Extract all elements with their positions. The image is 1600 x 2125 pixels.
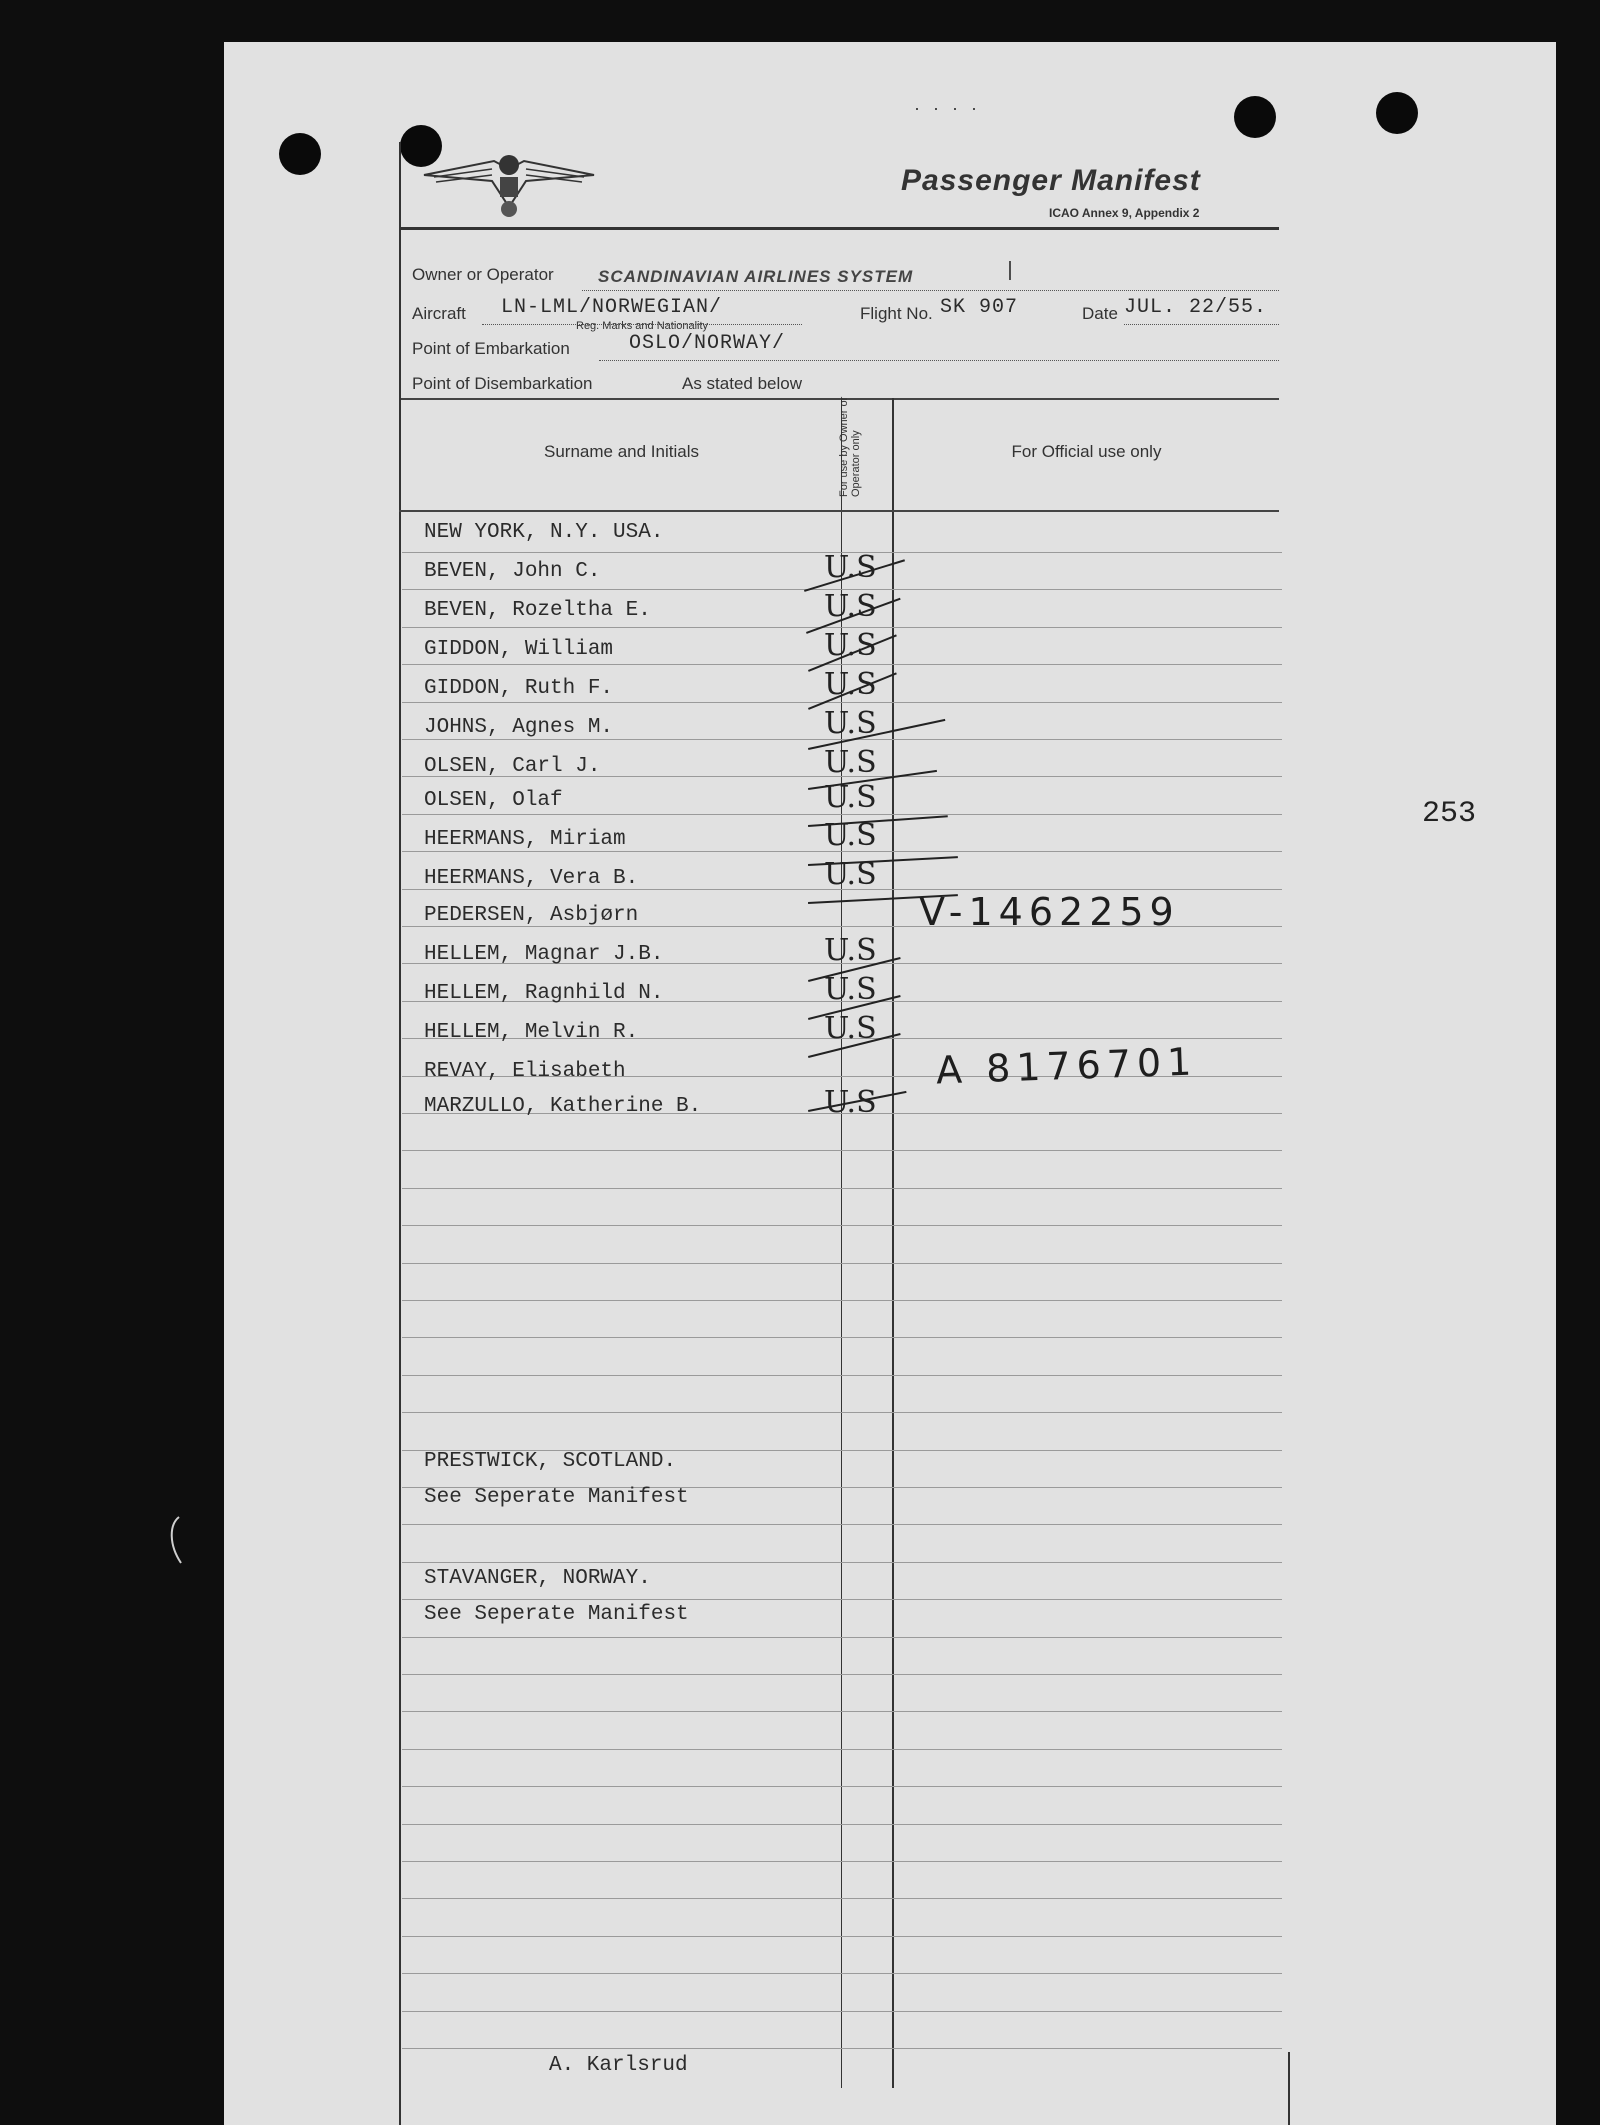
aircraft-value: LN-LML/NORWEGIAN/ — [501, 296, 723, 319]
airline-logo — [414, 147, 604, 227]
row-rule — [402, 1375, 1282, 1376]
row-rule — [402, 1749, 1282, 1750]
us-mark: U.S — [824, 745, 877, 780]
row-rule — [402, 1599, 1282, 1600]
row-rule — [402, 1637, 1282, 1638]
owner-label: Owner or Operator — [412, 265, 554, 284]
header-rule — [399, 227, 1279, 230]
row-rule — [402, 1263, 1282, 1264]
list-item: MARZULLO, Katherine B. — [424, 1095, 702, 1118]
date-label: Date — [1082, 304, 1118, 323]
list-item: BEVEN, John C. — [424, 560, 601, 583]
list-item: HELLEM, Ragnhild N. — [424, 982, 664, 1005]
column-header-name: Surname and Initials — [544, 442, 699, 461]
aircraft-label: Aircraft — [412, 304, 466, 323]
punch-hole — [279, 133, 321, 175]
row-rule — [402, 1225, 1282, 1226]
us-mark: U.S — [824, 628, 877, 663]
row-rule — [402, 1936, 1282, 1937]
scan-specks: · · · · — [914, 98, 981, 118]
column-header-operator: For use by Owner or Operator only — [838, 396, 862, 497]
row-rule — [402, 2048, 1282, 2049]
signature: A. Karlsrud — [549, 2054, 688, 2077]
owner-line — [582, 290, 1279, 291]
section-heading: PRESTWICK, SCOTLAND. — [424, 1450, 677, 1473]
handwritten-visa-number: A 8176701 — [935, 1039, 1199, 1093]
owner-tick: | — [1004, 260, 1018, 283]
us-mark: U.S — [824, 706, 877, 741]
row-rule — [402, 1524, 1282, 1525]
disembarkation-value: As stated below — [682, 374, 803, 393]
list-item: GIDDON, Ruth F. — [424, 677, 614, 700]
handwritten-visa-number: V-1462259 — [919, 890, 1180, 934]
us-mark: U.S — [824, 1085, 877, 1120]
row-rule — [402, 1337, 1282, 1338]
disembarkation-label: Point of Disembarkation — [412, 374, 593, 393]
us-mark: U.S — [824, 818, 877, 853]
row-rule — [402, 1562, 1282, 1563]
section-heading: STAVANGER, NORWAY. — [424, 1567, 651, 1590]
list-item: REVAY, Elisabeth — [424, 1060, 626, 1083]
us-mark: U.S — [824, 667, 877, 702]
us-mark: U.S — [824, 1011, 877, 1046]
row-rule — [402, 1412, 1282, 1413]
us-mark: U.S — [824, 933, 877, 968]
flight-value: SK 907 — [940, 296, 1019, 319]
list-item: HEERMANS, Vera B. — [424, 867, 639, 890]
date-value: JUL. 22/55. — [1124, 296, 1268, 319]
list-item: HELLEM, Magnar J.B. — [424, 943, 664, 966]
row-rule — [402, 2011, 1282, 2012]
row-rule — [402, 1188, 1282, 1189]
row-rule — [402, 1898, 1282, 1899]
section-note: See Seperate Manifest — [424, 1603, 689, 1626]
row-rule — [402, 1824, 1282, 1825]
bottom-right-border — [1288, 2052, 1290, 2125]
section-note: See Seperate Manifest — [424, 1486, 689, 1509]
table-left-border — [399, 142, 401, 2125]
row-rule — [402, 1711, 1282, 1712]
row-rule — [402, 1973, 1282, 1974]
reg-marks-label: Reg. Marks and Nationality — [576, 320, 709, 332]
row-rule — [402, 664, 1282, 665]
us-mark: U.S — [824, 589, 877, 624]
us-mark: U.S — [824, 780, 877, 815]
us-mark: U.S — [824, 550, 877, 585]
list-item: GIDDON, William — [424, 638, 614, 661]
row-rule — [402, 1861, 1282, 1862]
scan-mark — [163, 1515, 185, 1567]
form-subtitle: ICAO Annex 9, Appendix 2 — [1049, 206, 1200, 220]
list-item: OLSEN, Carl J. — [424, 755, 601, 778]
embarkation-label: Point of Embarkation — [412, 339, 570, 358]
punch-hole — [1376, 92, 1418, 134]
column-header-official: For Official use only — [1011, 442, 1162, 461]
flight-label: Flight No. — [860, 304, 933, 323]
row-rule — [402, 1300, 1282, 1301]
manifest-page — [224, 42, 1556, 2125]
list-item: OLSEN, Olaf — [424, 789, 563, 812]
owner-value: SCANDINAVIAN AIRLINES SYSTEM — [598, 267, 914, 286]
list-item: HEERMANS, Miriam — [424, 828, 626, 851]
punch-hole — [1234, 96, 1276, 138]
table-header-rule — [399, 510, 1279, 512]
list-item: PEDERSEN, Asbjørn — [424, 904, 639, 927]
embarkation-line — [599, 360, 1279, 361]
list-item: JOHNS, Agnes M. — [424, 716, 614, 739]
row-rule — [402, 1150, 1282, 1151]
form-title: Passenger Manifest — [901, 164, 1201, 197]
us-mark: U.S — [824, 857, 877, 892]
list-item: BEVEN, Rozeltha E. — [424, 599, 651, 622]
embarkation-value: OSLO/NORWAY/ — [629, 332, 786, 355]
list-item: HELLEM, Melvin R. — [424, 1021, 639, 1044]
us-mark: U.S — [824, 972, 877, 1007]
row-rule — [402, 1786, 1282, 1787]
row-rule — [402, 1674, 1282, 1675]
operator-col-right — [892, 398, 894, 2088]
row-rule — [402, 702, 1282, 703]
list-item: NEW YORK, N.Y. USA. — [424, 521, 664, 544]
date-line — [1124, 324, 1279, 325]
page-number: 253 — [1422, 797, 1477, 831]
